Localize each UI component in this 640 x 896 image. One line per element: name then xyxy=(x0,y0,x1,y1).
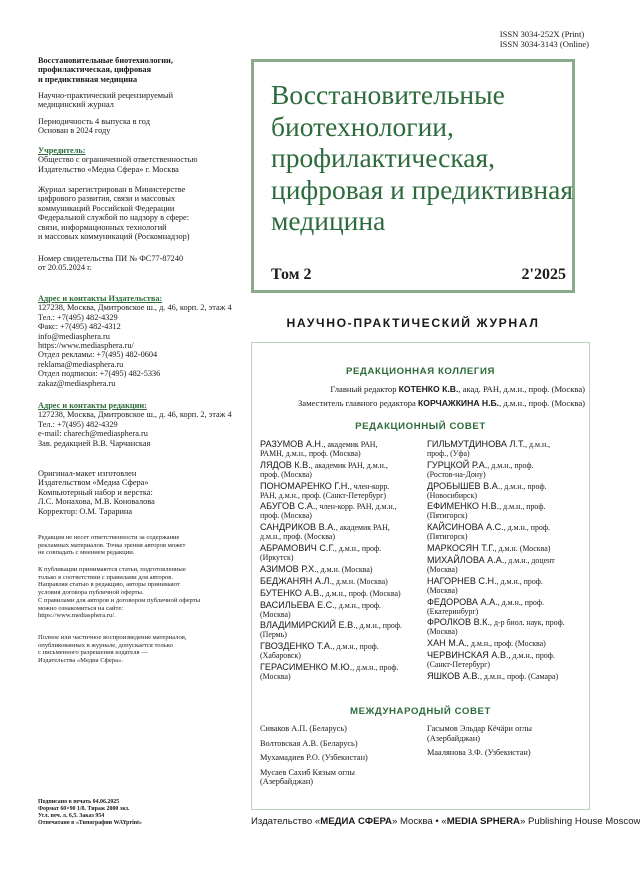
editorial-board-box xyxy=(251,342,590,810)
print-info-line: Усл. печ. л. 6,5. Заказ 954 xyxy=(38,812,105,819)
council-member-details: , д.м.н., проф. xyxy=(503,523,550,533)
council-member-name: МИХАЙЛОВА А.А. xyxy=(427,554,505,565)
periodicity-block xyxy=(38,117,248,136)
editorial-contact-line: Тел.: +7(495) 482-4329 xyxy=(38,419,118,429)
founder-block xyxy=(38,146,248,174)
council-member-details: , д.м.н., проф. (Самара) xyxy=(479,671,559,681)
council-member-details: , д.м.н., xyxy=(525,440,551,449)
council-member-name: БУТЕНКО А.В. xyxy=(260,587,322,598)
council-member xyxy=(260,663,425,682)
rules-line: Направляя статью в редакцию, авторы принимают xyxy=(38,581,180,589)
journal-title xyxy=(271,79,574,237)
council-member-name: РАЗУМОВ А.Н. xyxy=(260,439,324,449)
council-member-details: , д.м.н., проф. xyxy=(508,651,555,661)
council-member-details: , д.м.н. (Москва) xyxy=(316,564,373,574)
disclaimer-line: рекламных материалов. Точка зрения авторов может xyxy=(38,541,186,549)
council-member-name: ДРОБЫШЕВ В.А. xyxy=(427,480,501,491)
intl-member-line1: Мусаев Сахиб Кязым оглы xyxy=(260,767,355,777)
council-member-line2: (Пятигорск) xyxy=(427,511,468,521)
publisher-email-link[interactable]: info@mediasphera.ru xyxy=(38,331,110,341)
journal-title-line: цифровая и предиктивная xyxy=(271,173,574,205)
rules-line: можно ознакомиться на сайте: xyxy=(38,604,124,612)
council-member-details: , д.м.н., проф. xyxy=(334,544,382,554)
intl-member-line1: Мухамадиев Р.О. (Узбекистан) xyxy=(260,753,368,763)
deputy-details: , д.м.н., проф. (Москва) xyxy=(499,398,585,408)
intl-member-line1: Волтовская А.В. (Беларусь) xyxy=(260,738,358,748)
council-member-details: , д.м.н., проф. xyxy=(497,597,544,607)
council-member xyxy=(260,544,425,563)
council-member xyxy=(427,598,587,617)
council-member-line2: (Москва) xyxy=(260,671,291,681)
registration-line: коммуникаций Российской Федерации xyxy=(38,203,175,213)
council-member-name: ГЕРАСИМЕНКО М.Ю. xyxy=(260,662,353,673)
issn-print: ISSN 3034-252X (Print) xyxy=(499,29,585,39)
print-info-line: Подписано в печать 04.06.2025 xyxy=(38,799,120,805)
council-member-line2: (Екатеринбург) xyxy=(427,606,479,616)
council-member-name: АБУГОВ С.А. xyxy=(260,501,316,512)
council-member xyxy=(427,639,587,649)
journal-type-block xyxy=(38,91,248,110)
journal-title-line: профилактическая, xyxy=(271,142,496,173)
credits-line: Издательством «Медиа Сфера» xyxy=(38,478,149,488)
layout-credits-block xyxy=(38,469,248,516)
council-member-name: ЯШКОВ А.В. xyxy=(427,670,480,681)
publisher-website-link[interactable]: https://www.mediasphera.ru/ xyxy=(38,341,134,351)
council-member xyxy=(427,544,587,554)
council-member-line2: д.м.н., проф. (Москва) xyxy=(260,532,335,542)
council-member-details: , д.м.н. (Москва) xyxy=(494,544,551,554)
council-member-line2: (Санкт-Петербург) xyxy=(427,660,490,670)
editorial-contact-line: 127238, Москва, Дмитровское ш., д. 46, корп. 2, этаж 4 xyxy=(38,410,232,420)
journal-type-line: медицинский журнал xyxy=(38,100,114,110)
journal-subtitle: НАУЧНО-ПРАКТИЧЕСКИЙ ЖУРНАЛ xyxy=(286,316,540,330)
council-member-line2: проф. (Москва) xyxy=(260,469,312,479)
advertising-email-link[interactable]: reklama@mediasphera.ru xyxy=(38,359,124,369)
journal-title-line: медицина xyxy=(271,205,386,236)
intl-member-line1: Маалянова З.Ф. (Узбекистан) xyxy=(427,748,531,758)
council-member xyxy=(260,461,425,480)
publisher-name-en: MEDIA SPHERA xyxy=(446,816,520,827)
intl-member xyxy=(260,768,425,787)
council-member-line1 xyxy=(260,565,425,575)
council-member-line2: РАН, д.м.н., проф. (Санкт-Петербург) xyxy=(260,490,386,500)
intl-member xyxy=(427,748,587,758)
council-member-details: , д.м.н., проф. xyxy=(496,576,543,586)
publisher-contact-line: Тел.: +7(495) 482-4329 xyxy=(38,312,118,322)
council-member-line2: (Москва) xyxy=(260,609,291,619)
certificate-line: от 20.05.2024 г. xyxy=(38,263,92,273)
council-member-name: ЛЯДОВ К.В. xyxy=(260,459,311,470)
council-member xyxy=(427,502,587,521)
editorial-email-link[interactable]: e-mail: charech@mediasphera.ru xyxy=(38,429,148,439)
council-member-name: ГИЛЬМУТДИНОВА Л.Т. xyxy=(427,439,526,449)
council-member-line2: проф. (Москва) xyxy=(260,511,312,521)
council-member-details: , д.м.н., проф. xyxy=(500,481,547,491)
council-member-line2: проф., (Уфа) xyxy=(427,448,470,458)
publisher-pre: Издательство « xyxy=(251,816,321,827)
founder-label: Учредитель: xyxy=(38,146,86,155)
disclaimer-block xyxy=(38,534,248,557)
council-member-name: ХАН М.А. xyxy=(427,638,467,649)
council-member xyxy=(260,589,425,599)
journal-name-line: профилактическая, цифровая xyxy=(38,65,152,75)
council-member-details: , д.м.н., доцент xyxy=(504,555,555,565)
council-member-name: АЗИМОВ Р.Х. xyxy=(260,563,317,574)
council-member-details: , д-р биол. наук, проф. xyxy=(490,618,565,628)
intl-member xyxy=(260,739,425,749)
council-member xyxy=(427,556,587,575)
council-member xyxy=(427,482,587,501)
publisher-contact-line: Отдел рекламы: +7(495) 482-0604 xyxy=(38,350,158,360)
council-member-line2: РАМН, д.м.н., проф. (Москва) xyxy=(260,448,361,458)
council-member-name: ЧЕРВИНСКАЯ А.В. xyxy=(427,650,509,661)
title-frame xyxy=(251,59,575,293)
council-member-details: , д.м.н., проф. xyxy=(499,502,546,512)
editorial-contact-line: Зав. редакцией В.В. Чарчанская xyxy=(38,438,151,448)
credits-line: Корректор: О.М. Тарарина xyxy=(38,506,133,516)
registration-block xyxy=(38,185,248,241)
registration-line: цифрового развития, связи и массовых xyxy=(38,194,176,204)
reproduction-line: Полное или частичное воспроизведение материалов, xyxy=(38,634,187,641)
intl-heading: МЕЖДУНАРОДНЫЙ СОВЕТ xyxy=(350,706,491,717)
council-member-name: БЕДЖАНЯН А.Л. xyxy=(260,575,332,586)
periodicity-line: Основан в 2024 году xyxy=(38,126,111,136)
disclaimer-line: Редакция не несет ответственности за содержание xyxy=(38,534,180,541)
council-member-line2: (Новосибирск) xyxy=(427,490,477,500)
intl-member xyxy=(260,724,425,734)
intl-member-line1: Гасымов Эльдар Кёчäри оглы xyxy=(427,724,532,733)
council-member-details: , академик РАН, xyxy=(323,440,378,449)
registration-line: Журнал зарегистрирован в Министерстве xyxy=(38,185,186,194)
publisher-post: » Publishing House Moscow xyxy=(519,816,640,827)
founder-line: Издательство «Медиа Сфера» г. Москва xyxy=(38,164,179,174)
intl-member-line1: Сиваков А.П. (Беларусь) xyxy=(260,724,347,733)
publisher-contacts-label: Адрес и контакты Издательства: xyxy=(38,294,163,303)
issn-block xyxy=(500,29,589,49)
council-member-name: ЕФИМЕНКО Н.В. xyxy=(427,501,500,512)
collegium-heading: РЕДАКЦИОННАЯ КОЛЛЕГИЯ xyxy=(346,366,495,377)
journal-title-line: биотехнологии, xyxy=(271,110,454,142)
publisher-contacts-block xyxy=(38,294,248,388)
council-member xyxy=(427,672,587,682)
council-member-details: , д.м.н. (Москва) xyxy=(331,576,388,586)
council-member xyxy=(260,523,425,542)
credits-line: Компьютерный набор и верстка: xyxy=(38,487,153,497)
rules-website-link[interactable]: https://www.mediasphera.ru/. xyxy=(38,612,116,620)
issn-online: ISSN 3034-3143 (Online) xyxy=(499,39,589,49)
council-member xyxy=(427,618,587,637)
rules-line: только в соответствии с правилами для авторов. xyxy=(38,573,173,581)
reproduction-notice-block xyxy=(38,634,248,665)
publisher-name-ru: МЕДИА СФЕРА xyxy=(320,816,392,827)
council-member xyxy=(260,577,425,587)
registration-line: связи, информационных технологий xyxy=(38,222,167,232)
council-member-details: , д.м.н., проф. (Москва) xyxy=(466,639,546,649)
council-member-line1 xyxy=(427,639,587,649)
council-member-name: САНДРИКОВ В.А. xyxy=(260,522,336,533)
council-member xyxy=(260,482,425,501)
journal-name-line: Восстановительные биотехнологии, xyxy=(38,56,173,65)
credits-line: Л.С. Монахова, М.В. Коновалова xyxy=(38,497,155,507)
council-member-line2: (Москва) xyxy=(427,564,458,574)
council-member-line1 xyxy=(260,601,425,611)
editor-in-chief xyxy=(330,384,585,394)
council-member-details: , д.м.н., проф. xyxy=(332,642,379,652)
deputy-role: Заместитель главного редактора xyxy=(297,398,416,408)
editor-name: КОТЕНКО К.В. xyxy=(398,384,459,394)
council-left-column xyxy=(260,440,425,684)
certificate-line: Номер свидетельства ПИ № ФС77-87240 xyxy=(38,254,184,263)
council-member-line2: (Пятигорск) xyxy=(427,532,468,542)
editor-role: Главный редактор xyxy=(330,384,397,394)
publisher-contact-line: 127238, Москва, Дмитровское ш., д. 46, корп. 2, этаж 4 xyxy=(38,303,232,313)
council-member-line1 xyxy=(427,598,587,608)
council-member-line1 xyxy=(260,589,425,599)
council-member-name: ФРОЛКОВ В.К. xyxy=(427,617,490,628)
credits-line: Оригинал-макет изготовлен xyxy=(38,469,137,478)
rules-line: условия договора публичной оферты. xyxy=(38,589,144,597)
journal-title-line: Восстановительные xyxy=(271,79,505,110)
council-member xyxy=(260,440,425,459)
reproduction-line: Издательства «Медиа Сфера». xyxy=(38,657,124,665)
council-member-name: ВАСИЛЬЕВА Е.С. xyxy=(260,599,335,610)
print-info-line: Формат 60×90 1/8. Тираж 2000 экз. xyxy=(38,805,130,812)
council-member-name: МАРКОСЯН Т.Г. xyxy=(427,543,495,554)
council-member-name: КАЙСИНОВА А.С. xyxy=(427,522,504,533)
intl-member-line2: (Азербайджан) xyxy=(260,777,314,787)
council-member-name: НАГОРНЕВ С.Н. xyxy=(427,575,497,586)
council-member-details: , д.м.н., проф. xyxy=(355,621,402,631)
council-member-line2: (Пермь) xyxy=(260,630,287,640)
council-member-details: , д.м.н., проф. xyxy=(334,600,382,610)
council-member-name: ГВОЗДЕНКО Т.А. xyxy=(260,641,333,652)
council-member-line2: (Хабаровск) xyxy=(260,651,301,661)
council-member-line2: (Москва) xyxy=(427,585,458,595)
council-member xyxy=(260,502,425,521)
reproduction-line: с письменного разрешения издателя — xyxy=(38,649,148,657)
council-member xyxy=(260,642,425,661)
council-member-details: , член-корр. РАН, д.м.н., xyxy=(315,502,397,512)
council-right-column xyxy=(427,440,587,684)
council-member-details: , член-корр. xyxy=(349,481,390,491)
intl-member-line2: (Азербайджан) xyxy=(427,733,481,743)
council-member-line1 xyxy=(427,544,587,554)
editorial-contacts-label: Адрес и контакты редакции: xyxy=(38,401,147,410)
editor-details: , акад. РАН, д.м.н., проф. (Москва) xyxy=(458,384,585,394)
council-member-name: ФЕДОРОВА А.А. xyxy=(427,596,498,607)
deputy-editor xyxy=(298,398,585,408)
publisher-mid: » Москва • « xyxy=(391,816,447,827)
council-member xyxy=(427,577,587,596)
submission-rules-block xyxy=(38,566,248,620)
council-member-name: ПОНОМАРЕНКО Г.Н. xyxy=(260,480,350,491)
council-member-details: , д.м.н., проф. xyxy=(487,460,534,470)
council-member xyxy=(427,440,587,459)
periodicity-line: Периодичность 4 выпуска в год xyxy=(38,117,150,126)
founder-line: Общество с ограниченной ответственностью xyxy=(38,155,198,165)
council-member-name: АБРАМОВИЧ С.Г. xyxy=(260,543,335,554)
council-member-details: , академик РАН, xyxy=(335,523,390,533)
council-member xyxy=(260,565,425,575)
council-member-line2: (Ростов-на-Дону) xyxy=(427,469,486,479)
print-info-line: Отпечатано в «Типографии WAYprint» xyxy=(38,819,142,826)
council-member-line2: (Москва) xyxy=(427,627,458,637)
deputy-name: КОРЧАЖКИНА Н.Б. xyxy=(418,398,500,408)
council-member xyxy=(427,523,587,542)
volume-label: Том 2 xyxy=(271,266,312,283)
certificate-block xyxy=(38,254,248,273)
council-member-details: , академик РАН, д.м.н., xyxy=(310,460,388,470)
council-member xyxy=(427,461,587,480)
journal-name-block xyxy=(38,56,248,84)
publisher-contact-line: Факс: +7(495) 482-4312 xyxy=(38,322,121,332)
subscription-email-link[interactable]: zakaz@mediasphera.ru xyxy=(38,378,116,388)
journal-type-line: Научно-практический рецензируемый xyxy=(38,91,174,100)
publisher-contact-line: Отдел подписки: +7(495) 482-5336 xyxy=(38,369,161,379)
issue-label: 2'2025 xyxy=(521,266,566,283)
council-member xyxy=(260,621,425,640)
intl-member xyxy=(427,724,587,743)
journal-name-line: и предиктивная медицина xyxy=(38,74,138,84)
council-member-line1 xyxy=(260,577,425,587)
publisher-footer xyxy=(251,816,640,827)
rules-line: К публикации принимаются статьи, подготовленные xyxy=(38,566,186,573)
council-member-line2: (Иркутск) xyxy=(260,552,294,562)
registration-line: и массовых коммуникаций (Роскомнадзор) xyxy=(38,232,190,242)
council-member xyxy=(260,601,425,620)
intl-left-column xyxy=(260,724,425,792)
council-member-name: ГУРЦКОЙ Р.А. xyxy=(427,459,488,470)
disclaimer-line: не совпадать с мнением редакции. xyxy=(38,549,135,557)
intl-right-column xyxy=(427,724,587,763)
council-heading: РЕДАКЦИОННЫЙ СОВЕТ xyxy=(355,421,486,432)
registration-line: Федеральной службой по надзору в сфере: xyxy=(38,213,190,223)
council-member-name: ВЛАДИМИРСКИЙ Е.В. xyxy=(260,620,356,631)
council-member-details: , д.м.н., проф. (Москва) xyxy=(321,588,401,598)
editorial-contacts-block xyxy=(38,401,248,448)
council-member-line1 xyxy=(427,672,587,682)
council-member-details: , д.м.н., проф. xyxy=(352,663,399,673)
print-info-block xyxy=(38,799,198,827)
rules-line: С правилами для авторов и договором публичной оферты xyxy=(38,596,201,604)
intl-member xyxy=(260,753,425,763)
reproduction-line: опубликованных в журнале, допускается только xyxy=(38,641,173,649)
council-member xyxy=(427,651,587,670)
